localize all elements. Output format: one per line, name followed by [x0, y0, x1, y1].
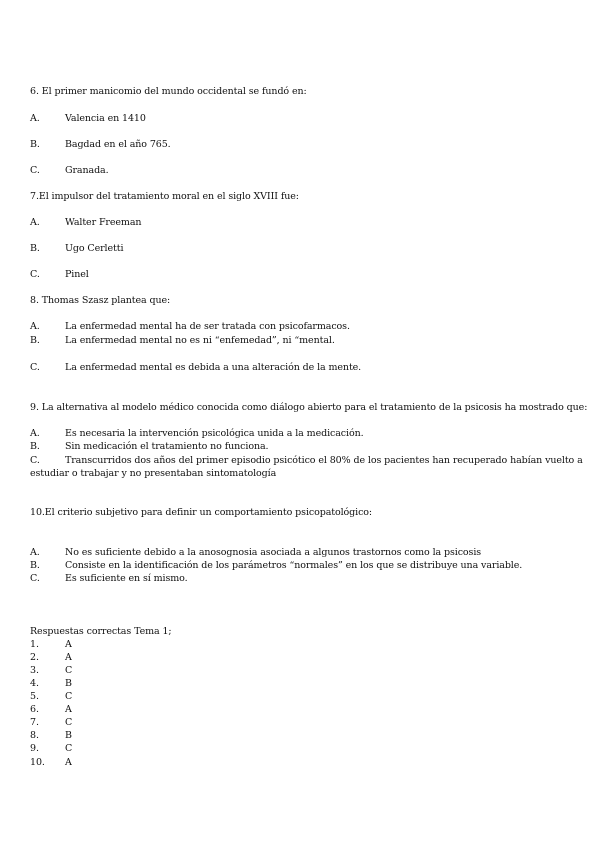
answer-number: 6.: [30, 704, 39, 715]
option-letter: C.: [30, 455, 40, 466]
option-letter: B.: [30, 243, 40, 254]
option-letter: B.: [30, 560, 40, 571]
answer-number: 9.: [30, 743, 39, 754]
question-9-option-c-continuation: estudiar o trabajar y no presentaban sintomatología: [30, 468, 277, 479]
answers-title: Respuestas correctas Tema 1;: [30, 626, 172, 637]
option-letter: A.: [30, 547, 40, 558]
option-text: Sin medicación el tratamiento no funciona.: [65, 441, 269, 452]
answer-number: 5.: [30, 691, 39, 702]
option-letter: A.: [30, 217, 40, 228]
answer-letter: A: [65, 704, 72, 715]
answer-number: 10.: [30, 757, 45, 768]
answer-number: 1.: [30, 639, 39, 650]
option-letter: B.: [30, 335, 40, 346]
option-letter: A.: [30, 113, 40, 124]
option-letter: C.: [30, 165, 40, 176]
option-text: Transcurridos dos años del primer episodio psicótico el 80% de los pacientes han recuperado habían vuelto a: [65, 455, 583, 466]
option-letter: B.: [30, 139, 40, 150]
answer-number: 8.: [30, 730, 39, 741]
answer-letter: C: [65, 691, 73, 702]
question-6-text: 6. El primer manicomio del mundo occidental se fundó en:: [30, 86, 307, 97]
option-letter: C.: [30, 573, 40, 584]
option-text: Walter Freeman: [65, 217, 142, 228]
option-text: Pinel: [65, 269, 89, 280]
answer-letter: B: [65, 678, 72, 689]
option-text: Granada.: [65, 165, 109, 176]
option-letter: C.: [30, 269, 40, 280]
answer-number: 4.: [30, 678, 39, 689]
option-text: Ugo Cerletti: [65, 243, 124, 254]
option-letter: A.: [30, 428, 40, 439]
answer-number: 3.: [30, 665, 39, 676]
option-text: La enfermedad mental ha de ser tratada con psicofarmacos.: [65, 321, 350, 332]
option-letter: B.: [30, 441, 40, 452]
answer-letter: B: [65, 730, 72, 741]
answer-letter: A: [65, 652, 72, 663]
option-text: La enfermedad mental no es ni “enfemedad”, ni “mental.: [65, 335, 335, 346]
question-9-text: 9. La alternativa al modelo médico conocida como diálogo abierto para el tratamiento de la psicosis ha mostrado que:: [30, 402, 588, 413]
option-text: Bagdad en el año 765.: [65, 139, 171, 150]
option-text: La enfermedad mental es debida a una alteración de la mente.: [65, 362, 362, 373]
answer-number: 7.: [30, 717, 39, 728]
option-text: Es necesaria la intervención psicológica unida a la medicación.: [65, 428, 364, 439]
option-letter: C.: [30, 362, 40, 373]
option-text: Valencia en 1410: [65, 113, 146, 124]
question-7-text: 7.El impulsor del tratamiento moral en el siglo XVIII fue:: [30, 191, 299, 202]
answer-number: 2.: [30, 652, 39, 663]
question-10-text: 10.El criterio subjetivo para definir un comportamiento psicopatológico:: [30, 507, 373, 518]
option-text: No es suficiente debido a la anosognosia asociada a algunos trastornos como la psicosis: [65, 547, 482, 558]
answer-letter: C: [65, 717, 73, 728]
question-8-text: 8. Thomas Szasz plantea que:: [30, 295, 171, 306]
option-text: Es suficiente en sí mismo.: [65, 573, 188, 584]
option-text: Consiste en la identificación de los parámetros “normales” en los que se distribuye una variable.: [65, 560, 523, 571]
answer-letter: C: [65, 743, 73, 754]
answer-letter: A: [65, 639, 72, 650]
answer-letter: C: [65, 665, 73, 676]
answer-letter: A: [65, 757, 72, 768]
option-letter: A.: [30, 321, 40, 332]
